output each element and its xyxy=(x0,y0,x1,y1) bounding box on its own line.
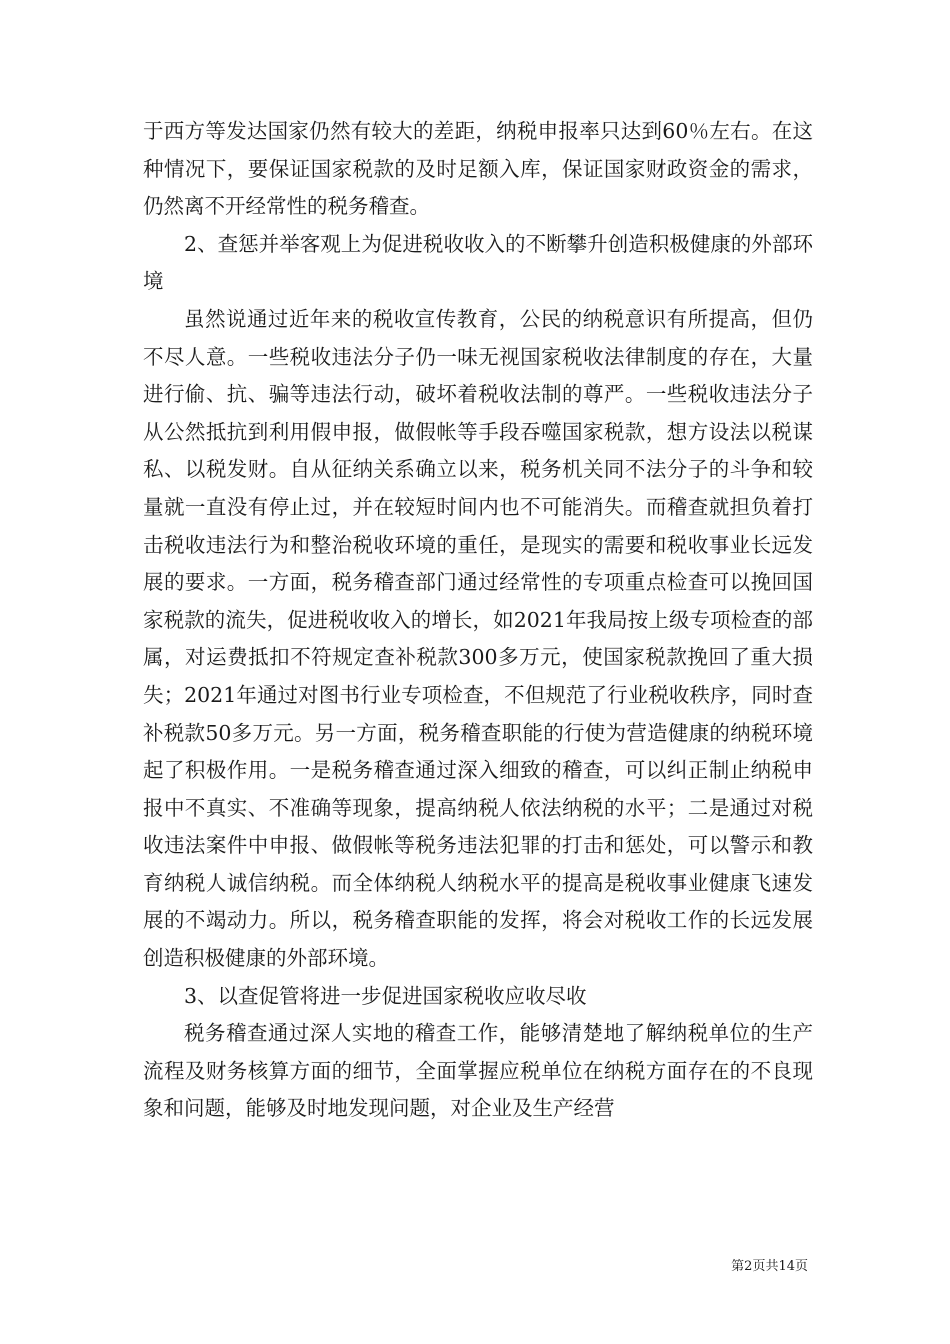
paragraph-body-last: 税务稽查通过深人实地的稽查工作，能够清楚地了解纳税单位的生产流程及财务核算方面的细节，全面掌握应税单位在纳税方面存在的不良现象和问题，能够及时地发现问题，对企业及生产经营 xyxy=(143,1021,813,1121)
paragraph-continuation: 于西方等发达国家仍然有较大的差距，纳税申报率只达到60％左右。在这种情况下，要保证国家税款的及时足额入库，保证国家财政资金的需求，仍然离不开经常性的税务稽查。 xyxy=(143,119,813,219)
page-number-footer: 第2页共14页 xyxy=(731,1259,808,1274)
section-heading-3: 3、以查促管将进一步促进国家税收应收尽收 xyxy=(184,983,587,1008)
document-body xyxy=(143,113,813,1128)
section-heading-2: 2、查惩并举客观上为促进税收收入的不断攀升创造积极健康的外部环境 xyxy=(143,231,813,294)
paragraph-body: 虽然说通过近年来的税收宣传教育，公民的纳税意识有所提高，但仍不尽人意。一些税收违法分子仍一味无视国家税收法律制度的存在，大量进行偷、抗、骗等违法行动，破坏着税收法制的尊严。一些税收违法分子从公然抵抗到利用假申报，做假帐等手段吞噬国家税款，想方设法以税谋私、以税发财。自从征纳关系确立以来，税务机关同不法分子的斗争和较量就一直没有停止过，并在较短时间内也不可能消失。而稽查就担负着打击税收违法行为和整治税收环境的重任，是现实的需要和税收事业长远发展的要求。一方面，税务稽查部门通过经常性的专项重点检查可以挽回国家税款的流失，促进税收收入的增长，如2021年我局按上级专项检查的部属，对运费抵扣不符规定查补税款300多万元，使国家税款挽回了重大损失；2021年通过对图书行业专项检查，不但规范了行业税收秩序，同时查补税款50多万元。另一方面，税务稽查职能的行使为营造健康的纳税环境起了积极作用。一是税务稽查通过深入细致的稽查，可以纠正制止纳税申报中不真实、不准确等现象，提高纳税人依法纳税的水平；二是通过对税收违法案件中申报、做假帐等税务违法犯罪的打击和惩处，可以警示和教育纳税人诚信纳税。而全体纳税人纳税水平的提高是税收事业健康飞速发展的不竭动力。所以，税务稽查职能的发挥，将会对税收工作的长远发展创造积极健康的外部环境。 xyxy=(143,306,813,971)
